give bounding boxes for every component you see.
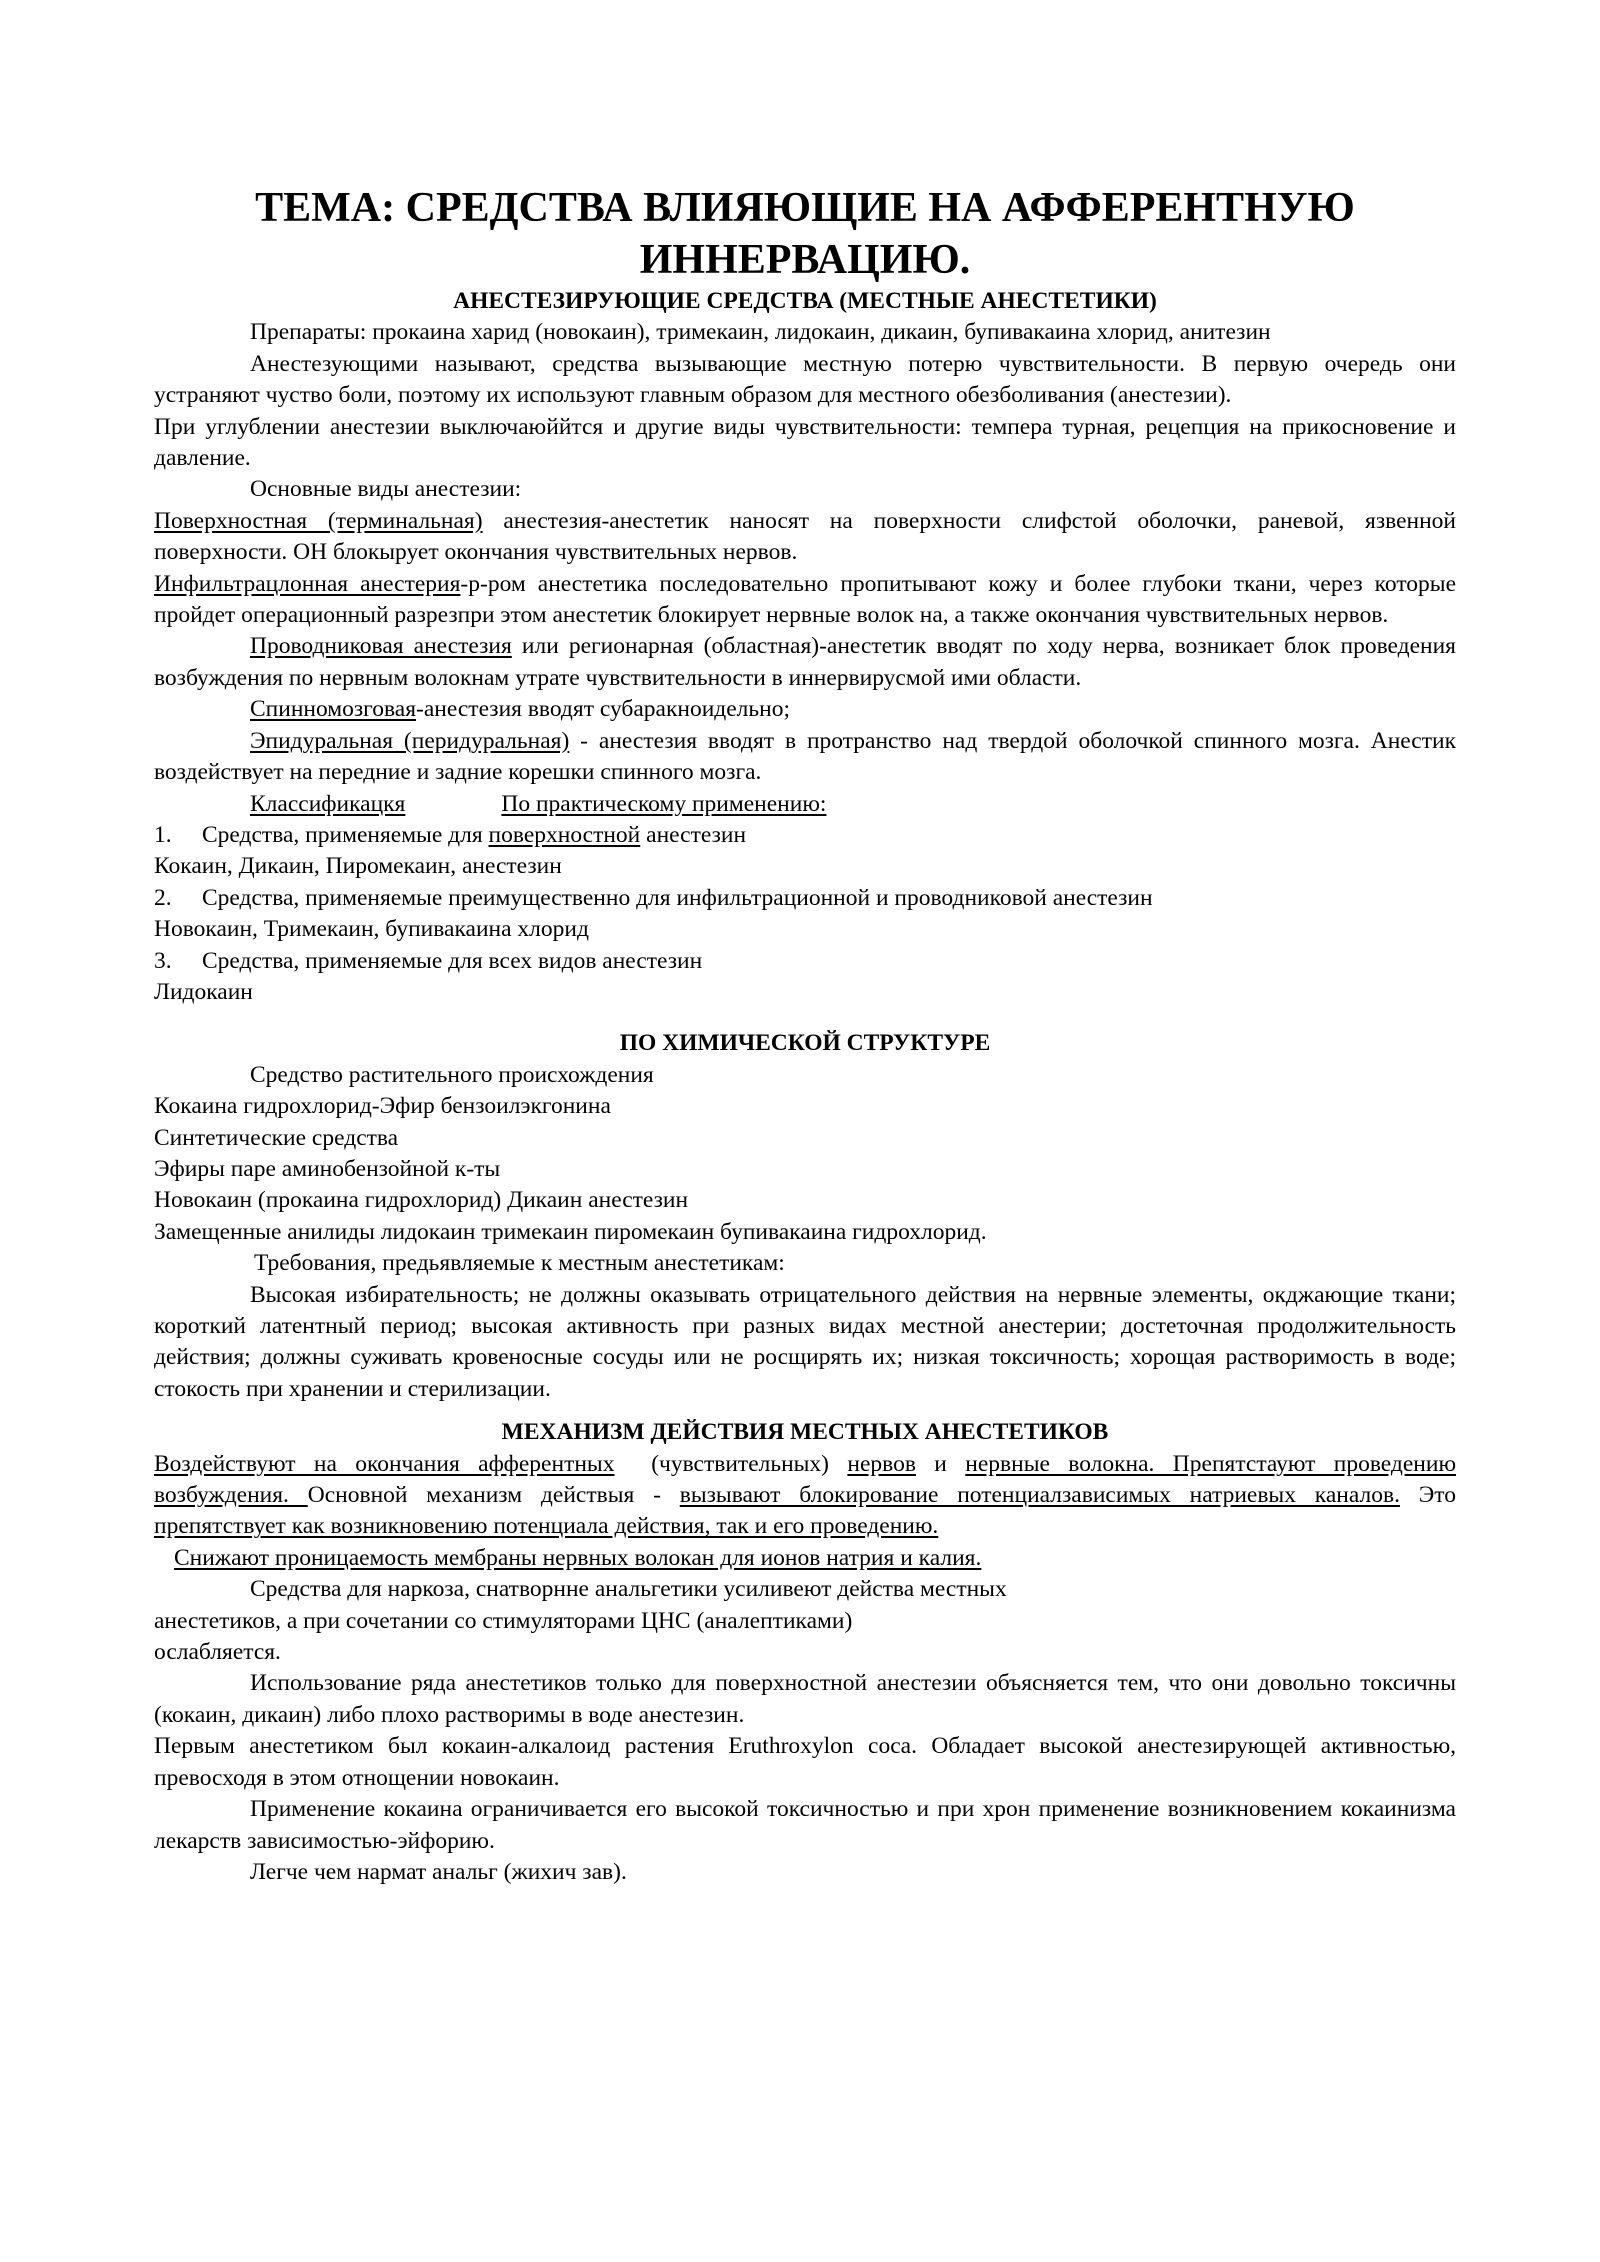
mechanism-paragraph — [154, 1449, 1456, 1543]
type-surface-text: анестезия-анестетик наносят на поверхности слифстой оболочки, раневой, язвенной поверхности. ОН блокырует окончания чувствительных нервов. — [154, 507, 1456, 566]
chem-line: Новокаин (прокаина гидрохлорид) Дикаин анестезин — [154, 1187, 689, 1214]
chem-line: Эфиры паре аминобензойной к-ты — [154, 1155, 501, 1182]
mechanism-u4: вызывают блокирование потенциалзависимых натриевых каналов. — [679, 1482, 1400, 1509]
requirements-intro: Требования, предьявляемые к местным анестетикам: — [254, 1250, 785, 1277]
list-item-number: 2. — [154, 884, 172, 911]
type-epidural-name: Эпидуральная (перидуральная) — [250, 727, 570, 754]
list-item-text: Средства, применяемые для — [202, 821, 489, 848]
list-item — [154, 946, 1456, 977]
type-infiltration-text: -р-ром анестетика последовательно пропитывают кожу и более глубоки ткани, через которые пройдет операционный разрезпри этом анестетик блокирует нервные волок на, а также окончания чувствительных нервов. — [154, 570, 1456, 629]
permeability-text: Снижают проницаемость мембраны нервных волокан для ионов натрия и калия. — [174, 1544, 982, 1571]
classification-label: Классификацкя — [250, 790, 406, 817]
list-item-tail: анестезин — [640, 821, 747, 848]
list-item-text: Средства, применяемые для всех видов анестезин — [202, 947, 703, 974]
type-surface-name: Поверхностная (терминальная) — [154, 507, 483, 534]
list-item-text: Средства, применяемые преимущественно для инфильтрационной и проводниковой анестезин — [202, 884, 1153, 911]
list-item-drugs: Кокаин, Дикаин, Пиромекаин, анестезин — [154, 853, 562, 880]
mechanism-u5: препятствует как возникновению потенциала действия, так и его проведению. — [154, 1513, 939, 1540]
document-body — [154, 182, 1456, 1888]
mechanism-u2: нервов — [847, 1450, 916, 1477]
type-spinal-name: Спинномозговая — [250, 696, 417, 723]
drugs-paragraph: Препараты: прокаина харид (новокаин), тримекаин, лидокаин, дикаин, бупивакаина хлорид, анитезин — [250, 319, 1271, 346]
type-conduction-paragraph — [154, 631, 1456, 694]
narcosis-line-1: Средства для наркоза, снатворнне анальгетики усиливеют действа местных — [250, 1576, 1007, 1603]
chem-line: Синтетические средства — [154, 1124, 399, 1151]
classification-practical: По практическому применению: — [501, 790, 827, 817]
list-item — [154, 820, 1456, 851]
type-conduction-text: или регионарная (областная)-анестетик вводят по ходу нерва, возникает блок проведения возбуждения по нервным волокнам утрате чувствительности в иннервирусмой ими области. — [154, 633, 1456, 691]
mechanism-t1: (чувствительных) — [614, 1450, 848, 1477]
list-item-underline: поверхностной — [488, 821, 641, 848]
type-conduction-name: Проводниковая анестезия — [250, 633, 512, 660]
mechanism-t3: Основной механизм действыя - — [307, 1482, 680, 1509]
section-heading-anesthetics: АНЕСТЕЗИРУЮЩИЕ СРЕДСТВА (МЕСТНЫЕ АНЕСТЕТИКИ) — [453, 288, 1157, 314]
section-heading-chemical: ПО ХИМИЧЕСКОЙ СТРУКТУРЕ — [619, 1030, 991, 1057]
list-item — [154, 883, 1456, 914]
mechanism-t4: Это — [1399, 1482, 1456, 1509]
narcosis-line-3: ослабляется. — [154, 1639, 281, 1666]
type-infiltration-paragraph — [154, 569, 1456, 632]
last-line: Легче чем нармат анальг (жихич зав). — [250, 1858, 627, 1885]
chem-line: Замещенные анилиды лидокаин тримекаин пиромекаин бупивакаина гидрохлорид. — [154, 1218, 987, 1245]
page-title: ТЕМА: СРЕДСТВА ВЛИЯЮЩИЕ НА АФФЕРЕНТНУЮ ИННЕРВАЦИЮ. — [255, 185, 1355, 283]
list-item-number: 1. — [154, 821, 172, 848]
first-anesthetic-paragraph: Первым анестетиком был кокаин-алкалоид растения Eruthroxylon coca. Обладает высокой анестезирующей активностью, превосходя в этом отнощении новокаин. — [154, 1733, 1456, 1791]
chem-line: Средство растительного происхождения — [250, 1061, 654, 1088]
definition-paragraph: Анестезующими называют, средства вызывающие местную потерю чувствительности. В первую очередь они устраняют чуство боли, поэтому их используют главным образом для местного обезболивания (анестезии). — [154, 350, 1456, 409]
list-item-number: 3. — [154, 947, 172, 974]
chem-line: Кокаина гидрохлорид-Эфир бензоилэкгонина — [154, 1093, 611, 1120]
requirements-paragraph: Высокая избирательность; не должны оказывать отрицательного действия на нервные элементы, окджающие ткани; короткий латентный период; высокая активность при разных видах местной анестерии; достеточная продолжительность действия; должны суживать кровеносные сосуды или не росщирять их; низкая токсичность; хорощая растворимость в воде; стокость при хранении и стерилизации. — [154, 1281, 1456, 1402]
usage-paragraph: Использование ряда анестетиков только для поверхностной анестезии объясняется тем, что они довольно токсичны (кокаин, дикаин) либо плохо растворимы в воде анестезин. — [154, 1670, 1456, 1728]
permeability-line — [154, 1543, 1456, 1574]
list-item-drugs: Новокаин, Тримекаин, бупивакаина хлорид — [154, 916, 589, 943]
classification-line — [154, 789, 1456, 820]
type-spinal-paragraph — [154, 694, 1456, 725]
type-epidural-paragraph — [154, 726, 1456, 789]
type-infiltration-name: Инфильтрацлонная анестерия — [154, 570, 461, 597]
types-intro: Основные виды анестезии: — [250, 476, 522, 503]
mechanism-u3: нервные волокна. Препятстауют проведению возбуждения. — [154, 1450, 1457, 1509]
mechanism-u1: Воздействуют на окончания афферентных — [154, 1450, 615, 1477]
type-surface-paragraph — [154, 506, 1456, 569]
section-heading-mechanism: МЕХАНИЗМ ДЕЙСТВИЯ МЕСТНЫХ АНЕСТЕТИКОВ — [501, 1419, 1109, 1446]
type-epidural-text: - анестезия вводят в протранство над твердой оболочкой спинного мозга. Анестик воздействует на передние и задние корешки спинного мозга. — [154, 727, 1456, 786]
list-item-drugs: Лидокаин — [154, 978, 253, 1005]
mechanism-t2: и — [915, 1450, 966, 1477]
narcosis-line-2: анестетиков, а при сочетании со стимуляторами ЦНС (аналептиками) — [154, 1607, 853, 1634]
cocaine-paragraph: Применение кокаина ограничивается его высокой токсичностью и при хрон применение возникновением кокаинизма лекарств зависимостью-эйфорию. — [154, 1796, 1456, 1854]
deepening-paragraph: При углублении анестезии выключаюййтся и другие виды чувствительности: темпера турная, рецепция на прикосновение и давление. — [154, 413, 1456, 472]
type-spinal-text: -анестезия вводят субаракноидельно; — [416, 696, 790, 723]
